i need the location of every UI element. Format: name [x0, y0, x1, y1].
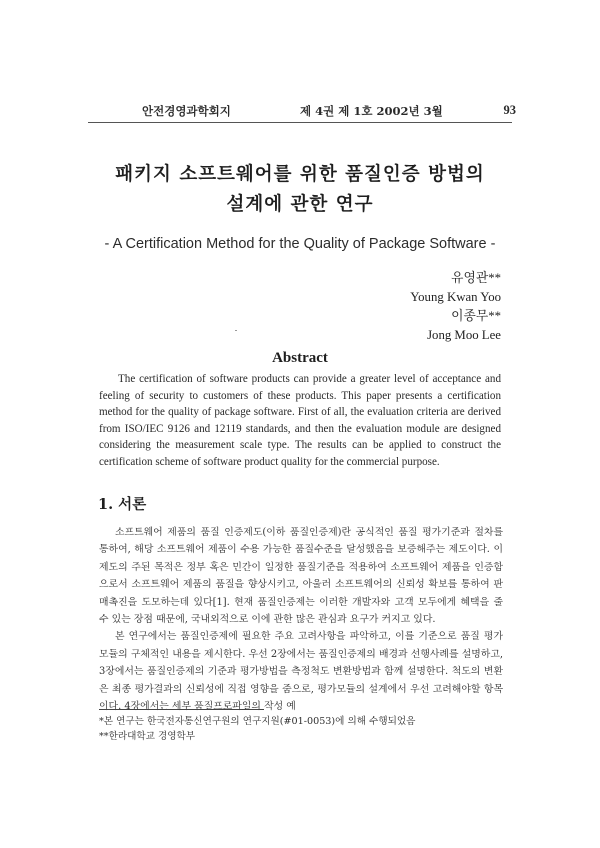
journal-name: 안전경영과학회지 [142, 104, 231, 118]
abstract-body [99, 371, 501, 471]
issue-info: 제 4권 제 1호 2002년 3월 [300, 104, 443, 118]
footnote-divider [99, 709, 264, 710]
page-number: 93 [503, 103, 516, 117]
footnotes [99, 714, 503, 744]
footnote: **한라대학교 경영학부 [99, 731, 196, 742]
section-heading: 1. 서론 [98, 496, 147, 513]
paper-title-line-1: 패키지 소프트웨어를 위한 품질인증 방법의 [115, 164, 485, 185]
section-body [99, 524, 503, 715]
paper-title-line-2: 설계에 관한 연구 [226, 194, 374, 215]
author-name-korean: 유영관** [451, 271, 501, 285]
footnote: *본 연구는 한국전자통신연구원의 연구지원(#01-0053)에 의해 수행되었음 [99, 716, 416, 727]
paper-subtitle: - A Certification Method for the Quality of Package Software - [104, 236, 496, 252]
author-name-english: Jong Moo Lee [427, 328, 501, 342]
author-block [410, 269, 501, 345]
stray-mark [235, 330, 237, 331]
header-divider [88, 122, 512, 123]
author-name-english: Young Kwan Yoo [410, 290, 501, 304]
author-name-korean: 이종무** [451, 309, 501, 323]
body-paragraph: 소프트웨어 제품의 품질 인증제도(이하 품질인증제)란 공식적인 품질 평가기준과 절차를 통하여, 해당 소프트웨어 제품이 수용 가능한 품질수준을 달성했음을 보증해주는 제도이다. 이 제도의 주된 목적은 정부 혹은 민간이 일정한 품질기준을 적용하여 소프트웨어 제품을 인증함으로서 소프트웨어 제품의 품질을 향상시키고, 아울러 소프트웨어의 신뢰성 확보를 통하여 판매촉진을 도모하는데 있다[1]. 현재 품질인증제는 이러한 개발자와 고객 모두에게 혜택을 줄 수 있는 장점 때문에, 국내외적으로 이에 관한 많은 관심과 요구가 커지고 있다. [99, 527, 503, 626]
body-paragraph: 본 연구에서는 품질인증제에 필요한 주요 고려사항을 파악하고, 이를 기준으로 품질 평가 모듈의 구체적인 내용을 제시한다. 우선 2장에서는 품질인증제의 배경과 선행사례를 설명하고, 3장에서는 품질인증제의 기준과 평가방법을 측정척도 변환방법과 함께 설명한다. 척도의 변환은 최종 평가결과의 신뢰성에 직접 영향을 줌으로, 평가모듈의 설계에서 우선 고려해야할 항목이다. 4장에서는 세부 품질프로파일의 작성 예 [99, 631, 503, 713]
abstract-text: The certification of software products can provide a greater level of acceptance and feeling of security to customers of these products. This paper presents a certification method for the quality of package software. First of all, the evaluation criteria are derived from ISO/IEC 9126 and 12119 standards, and then the evaluation module are designed considering the measurement scale type. The results can be applied to construct the certification scheme of software product quality for the commercial purpose. [99, 373, 501, 468]
abstract-heading: Abstract [272, 350, 328, 366]
